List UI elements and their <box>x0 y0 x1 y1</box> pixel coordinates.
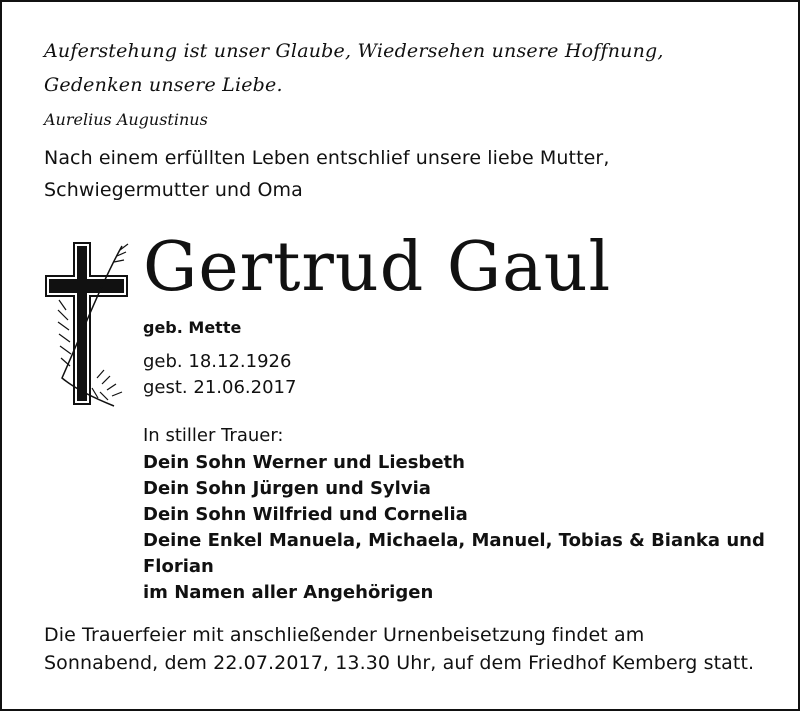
funeral-line-1: Die Trauerfeier mit anschließender Urnenbeisetzung findet am <box>44 624 645 646</box>
mourner-line: Deine Enkel Manuela, Michaela, Manuel, Tobias & Bianka und <box>143 530 765 551</box>
maiden-name: geb. Mette <box>143 318 242 337</box>
deceased-name: Gertrud Gaul <box>143 228 612 307</box>
mourner-line: im Namen aller Angehörigen <box>143 582 434 603</box>
mourner-line: Dein Sohn Wilfried und Cornelia <box>143 504 468 525</box>
cross-with-palm-icon <box>44 238 130 410</box>
quote-line-1: Auferstehung ist unser Glaube, Wiedersehen unsere Hoffnung, <box>44 40 664 62</box>
intro-line-1: Nach einem erfüllten Leben entschlief unsere liebe Mutter, <box>44 147 610 169</box>
mourners-intro: In stiller Trauer: <box>143 425 284 446</box>
mourner-line: Florian <box>143 556 214 577</box>
intro-line-2: Schwiegermutter und Oma <box>44 179 303 201</box>
mourner-line: Dein Sohn Jürgen und Sylvia <box>143 478 431 499</box>
funeral-line-2: Sonnabend, dem 22.07.2017, 13.30 Uhr, auf dem Friedhof Kemberg statt. <box>44 652 755 674</box>
birth-date: geb. 18.12.1926 <box>143 351 292 372</box>
quote-line-2: Gedenken unsere Liebe. <box>44 74 283 96</box>
quote-author: Aurelius Augustinus <box>44 110 208 129</box>
death-date: gest. 21.06.2017 <box>143 377 297 398</box>
mourner-line: Dein Sohn Werner und Liesbeth <box>143 452 465 473</box>
